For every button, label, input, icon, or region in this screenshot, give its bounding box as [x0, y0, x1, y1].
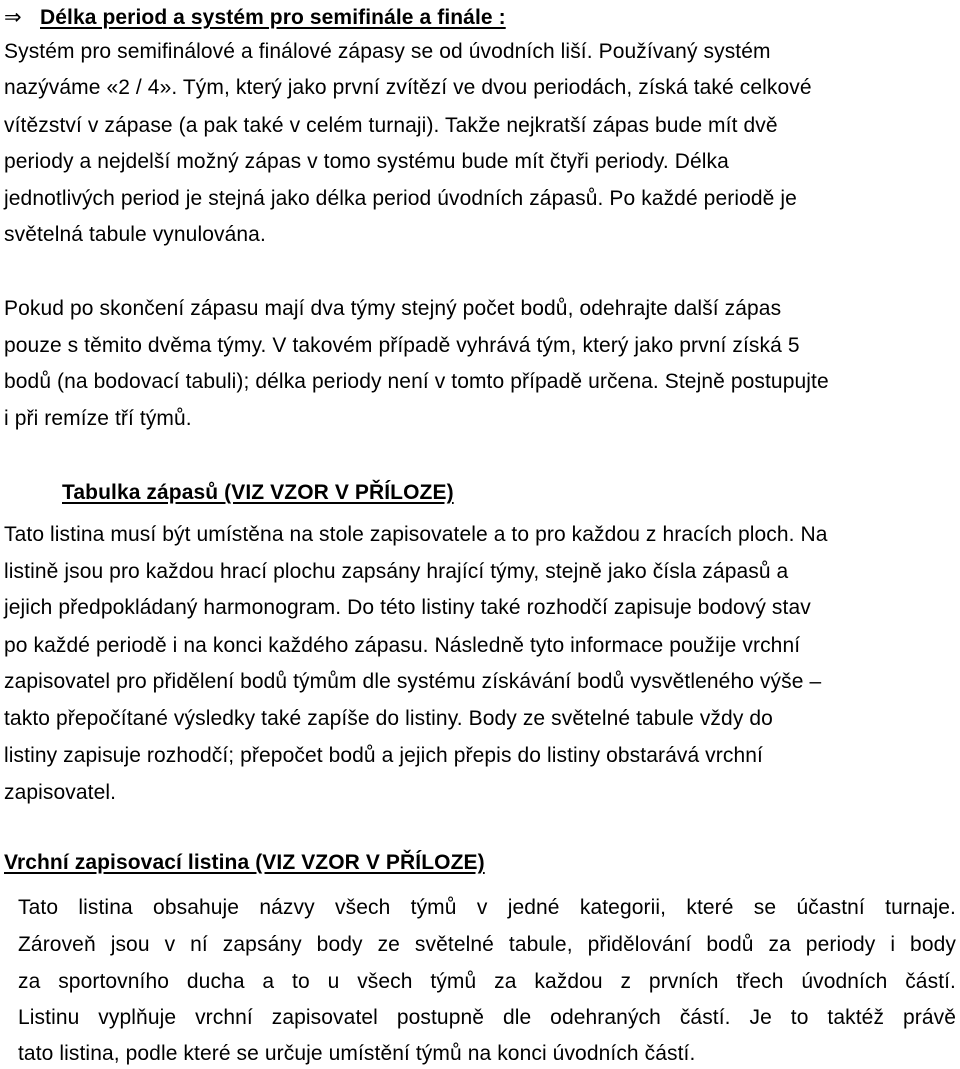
section-heading-master-sheet: Vrchní zapisovací listina (VIZ VZOR V PŘÍLOZE) [4, 851, 485, 874]
section-heading-match-table: Tabulka zápasů (VIZ VZOR V PŘÍLOZE) [62, 481, 454, 504]
paragraph-line: za sportovního ducha a to u všech týmů za každou z prvních třech úvodních částí. [18, 970, 956, 993]
paragraph-line: periody a nejdelší možný zápas v tomo systému bude mít čtyři periody. Délka [4, 150, 729, 173]
paragraph-line: světelná tabule vynulována. [4, 223, 266, 246]
paragraph-line: Listinu vyplňuje vrchní zapisovatel postupně dle odehraných částí. Je to taktéž právě [18, 1006, 956, 1029]
paragraph-line: vítězství v zápase (a pak také v celém turnaji). Takže nejkratší zápas bude mít dvě [4, 114, 778, 137]
double-arrow-icon: ⇒ [4, 6, 22, 29]
paragraph-line: tato listina, podle které se určuje umístění týmů na konci úvodních částí. [18, 1042, 696, 1065]
paragraph-line: Tato listina obsahuje názvy všech týmů v jedné kategorii, které se účastní turnaje. [18, 896, 956, 919]
paragraph-line: zapisovatel pro přidělení bodů týmům dle systému získávání bodů vysvětleného výše – [4, 670, 822, 693]
paragraph-line: pouze s těmito dvěma týmy. V takovém případě vyhrává tým, který jako první získá 5 [4, 334, 800, 357]
paragraph-line: jejich předpokládaný harmonogram. Do této listiny také rozhodčí zapisuje bodový stav [4, 596, 811, 619]
paragraph-line: Tato listina musí být umístěna na stole zapisovatele a to pro každou z hracích ploch. Na [4, 523, 828, 546]
paragraph-line: i při remíze tří týmů. [4, 407, 192, 430]
paragraph-line: Pokud po skončení zápasu mají dva týmy stejný počet bodů, odehrajte další zápas [4, 297, 782, 320]
paragraph-line: takto přepočítané výsledky také zapíše do listiny. Body ze světelné tabule vždy do [4, 707, 773, 730]
heading-text: Délka period a systém pro semifinále a finále : [40, 6, 506, 29]
paragraph-line: Zároveň jsou v ní zapsány body ze světelné tabule, přidělování bodů za periody i body [18, 933, 956, 956]
paragraph-line: Systém pro semifinálové a finálové zápasy se od úvodních liší. Používaný systém [4, 40, 771, 63]
section-heading-period-length [4, 6, 506, 30]
paragraph-line: nazýváme «2 / 4». Tým, který jako první zvítězí ve dvou periodách, získá také celkové [4, 76, 812, 99]
paragraph-line: bodů (na bodovací tabuli); délka periody není v tomto případě určena. Stejně postupujte [4, 370, 829, 393]
paragraph-line: zapisovatel. [4, 781, 117, 804]
paragraph-line: listiny zapisuje rozhodčí; přepočet bodů a jejich přepis do listiny obstarává vrchní [4, 744, 763, 767]
paragraph-line: jednotlivých period je stejná jako délka period úvodních zápasů. Po každé periodě je [4, 187, 797, 210]
paragraph-line: po každé periodě i na konci každého zápasu. Následně tyto informace použije vrchní [4, 634, 801, 657]
paragraph-line: listině jsou pro každou hrací plochu zapsány hrající týmy, stejně jako čísla zápasů a [4, 560, 789, 583]
